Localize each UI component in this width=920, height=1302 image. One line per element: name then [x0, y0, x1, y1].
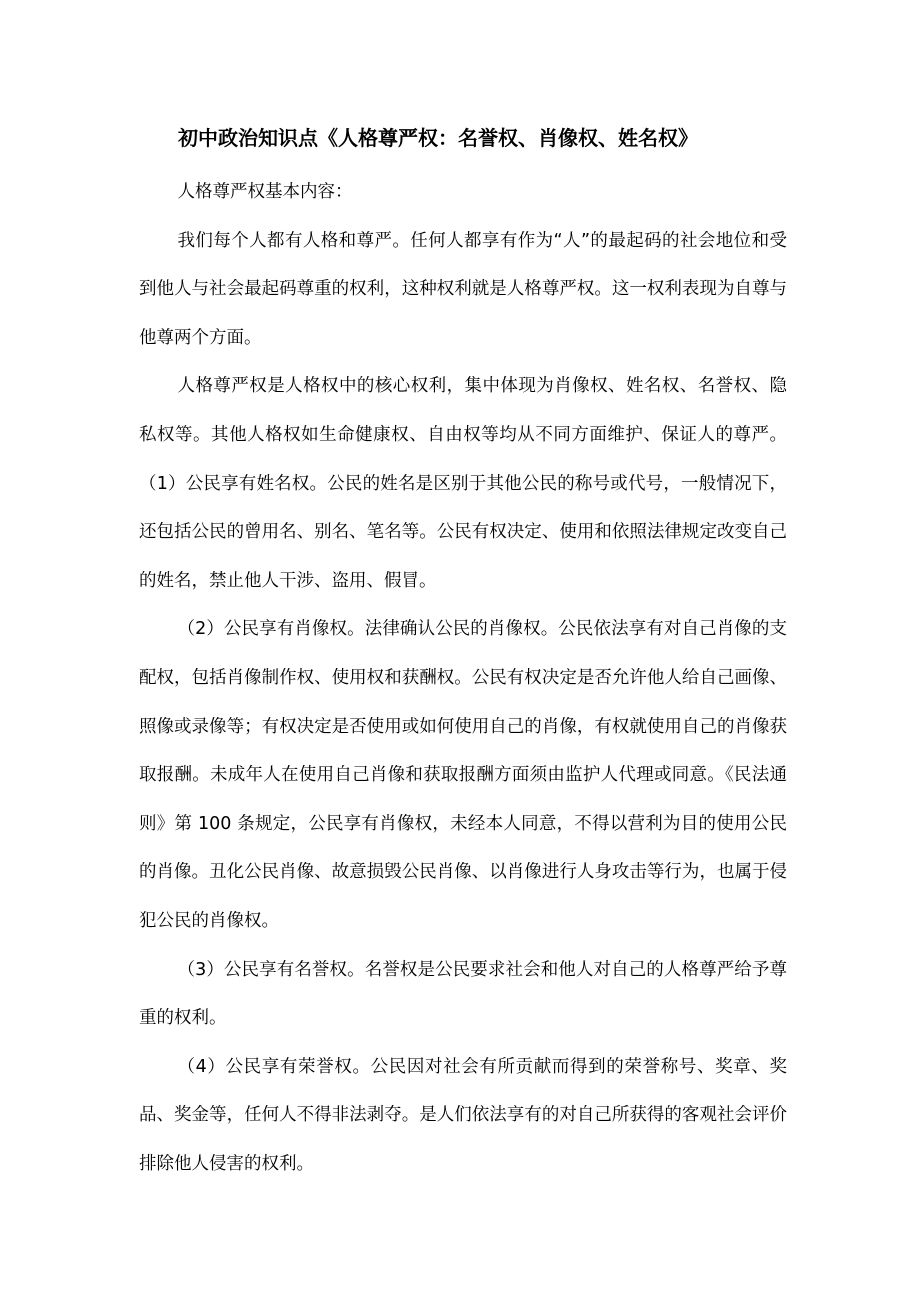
paragraph-core-rights-name-right: 人格尊严权是人格权中的核心权利，集中体现为肖像权、姓名权、名誉权、隐私权等。其他人格权如生命健康权、自由权等均从不同方面维护、保证人的尊严。（1）公民享有姓名权。公民的姓名是区别于其他公民的称号或代号，一般情况下，还包括公民的曾用名、别名、笔名等。公民有权决定、使用和依照法律规定改变自己的姓名，禁止他人干涉、盗用、假冒。 [139, 376, 787, 591]
paragraph-definition: 我们每个人都有人格和尊严。任何人都享有作为“人”的最起码的社会地位和受到他人与社会最起码尊重的权利，这种权利就是人格尊严权。这一权利表现为自尊与他尊两个方面。 [139, 230, 787, 348]
paragraph-intro-heading: 人格尊严权基本内容： [177, 182, 353, 202]
paragraph-honor-right: （4）公民享有荣誉权。公民因对社会有所贡献而得到的荣誉称号、奖章、奖品、奖金等，任何人不得非法剥夺。是人们依法享有的对自己所获得的客观社会评价排除他人侵害的权利。 [139, 1056, 787, 1174]
paragraph-portrait-right: （2）公民享有肖像权。法律确认公民的肖像权。公民依法享有对自己肖像的支配权，包括肖像制作权、使用权和获酬权。公民有权决定是否允许他人给自己画像、照像或录像等；有权决定是否使用或如何使用自己的肖像，有权就使用自己的肖像获取报酬。未成年人在使用自己肖像和获取报酬方面须由监护人代理或同意。《民法通则》第 100 条规定，公民享有肖像权，未经本人同意，不得以营利为目的使用公民的肖像。丑化公民肖像、故意损毁公民肖像、以肖像进行人身攻击等行为，也属于侵犯公民的肖像权。 [139, 619, 787, 931]
paragraph-reputation-right: （3）公民享有名誉权。名誉权是公民要求社会和他人对自己的人格尊严给予尊重的权利。 [139, 959, 787, 1029]
document-title: 初中政治知识点《人格尊严权：名誉权、肖像权、姓名权》 [178, 126, 698, 150]
document-body [139, 168, 787, 1188]
